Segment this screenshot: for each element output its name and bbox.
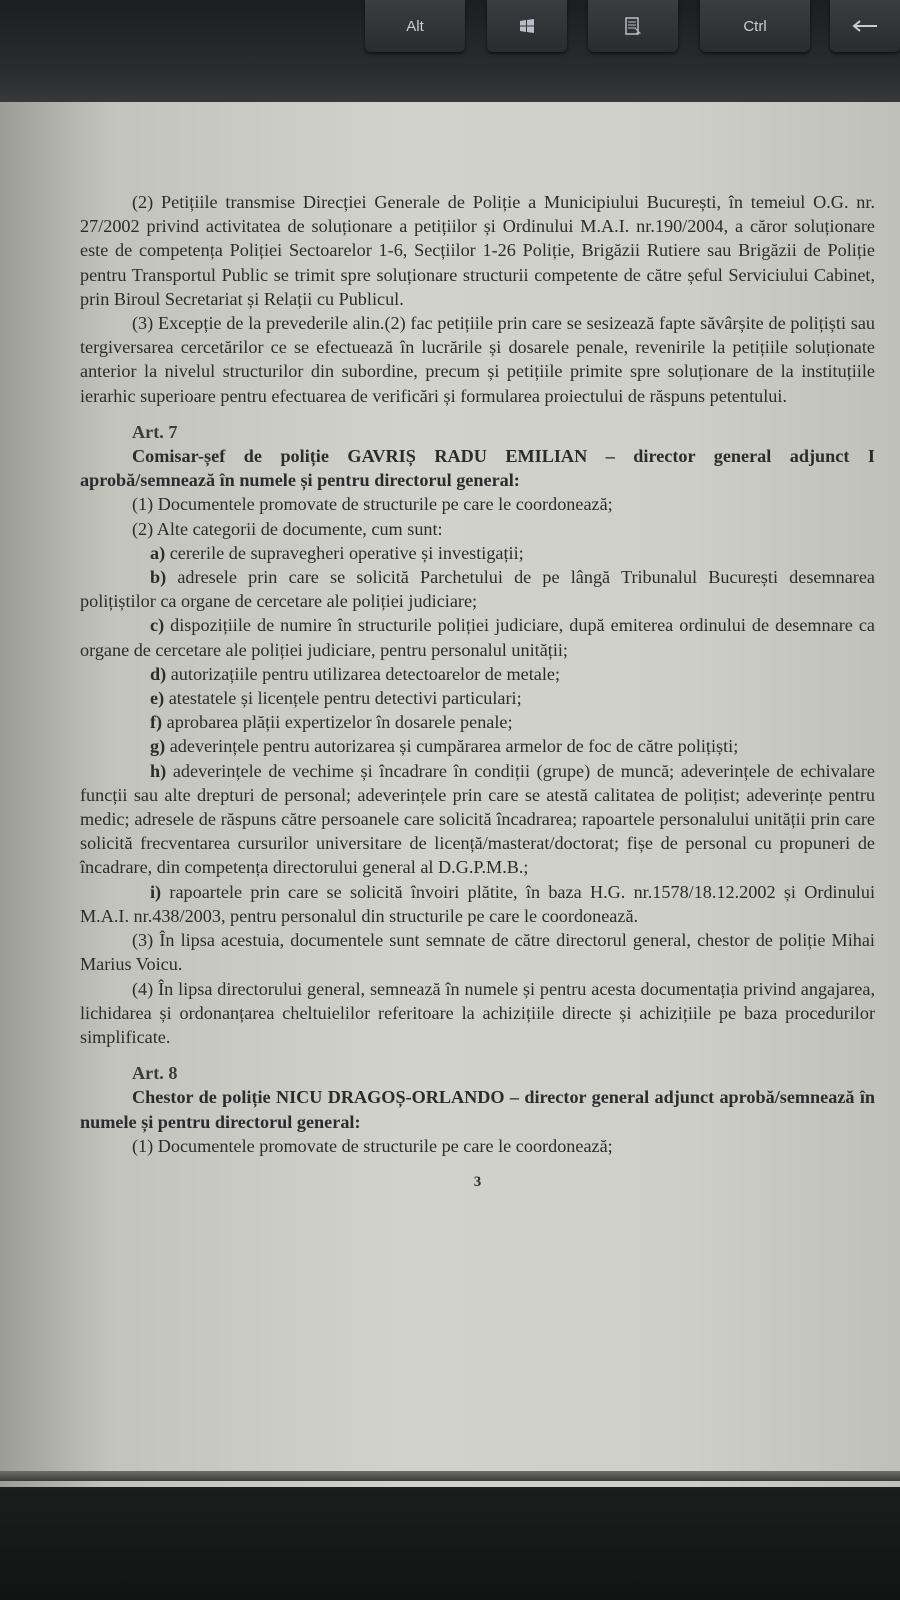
windows-icon [519, 18, 535, 34]
context-menu-icon [624, 16, 642, 36]
article-7-item-4: (4) În lipsa directorului general, semnează în numele și pentru acesta documentația privind angajarea, lichidarea și ordonanțarea cheltuielilor referitoare la achizițiile directe și achizițiile pe baza procedurilor simplificate. [80, 978, 875, 1047]
ctrl-key [700, 0, 810, 52]
sub-item-text: autorizațiile pentru utilizarea detectoarelor de metale; [170, 663, 561, 684]
article-7-item-3: (3) În lipsa acestuia, documentele sunt semnate de către directorul general, chestor de poliție Mihai Marius Voicu. [80, 930, 875, 975]
sub-item-text: adresele prin care se solicită Parchetului de pe lângă Tribunalul București desemnarea polițiștilor ca organe de cercetare ale poliției judiciare; [80, 567, 876, 612]
sub-item-text: atestatele și licențele pentru detectivi particulari; [168, 688, 522, 709]
sub-item-text: adeverințele de vechime și încadrare în condiții (grupe) de muncă; adeverințele de echivalare funcții sau alte drepturi de personal; adeverințele prin care se atestă calitatea de polițist; adeverințe pentru medic; adresele de răspuns către persoanele care solicită încadrarea; rapoartele personalului unității prin care solicită frecventarea cursurilor universitare de licență/masterat/doctorat; fișe de personal cu propuneri de încadrare, din competența directorului general al D.G.P.M.B.; [80, 760, 875, 878]
sub-item-b [80, 565, 875, 613]
sub-item-mark: f) [150, 712, 163, 733]
article-8-item-1: (1) Documentele promovate de structurile pe care le coordonează; [132, 1135, 613, 1156]
ctrl-key-label: Ctrl [743, 17, 767, 35]
sub-item-mark: g) [150, 736, 166, 757]
bottom-surface [0, 1487, 900, 1600]
sub-item-mark: c) [150, 615, 165, 636]
paragraph-2: (2) Petițiile transmise Direcției Generale de Poliție a Municipiului București, în temeiul O.G. nr. 27/2002 privind activitatea de soluționare a petițiilor și Ordinului M.A.I. nr.190/2004, a căror soluționare este de competența Poliției Sectoarelor 1-6, Secțiilor 1-26 Poliție, Brigăzii Rutiere sau Brigăzii de Poliție pentru Transportul Public se trimit spre soluționare structurii competente de către șeful Serviciului Cabinet, prin Biroul Secretariat și Relații cu Publicul. [80, 192, 875, 309]
arrow-left-icon [852, 20, 878, 32]
sub-item-f [80, 710, 875, 734]
article-8-title: Art. 8 [132, 1063, 178, 1084]
sub-item-c [80, 613, 875, 661]
sub-item-a [80, 541, 875, 565]
sub-item-mark: b) [150, 567, 167, 588]
sub-item-text: adeverințele pentru autorizarea și cumpărarea armelor de foc de către polițiști; [169, 736, 739, 757]
sub-item-e [80, 686, 875, 710]
keyboard-background [0, 0, 900, 108]
sub-item-mark: h) [150, 760, 167, 781]
sub-item-text: cererile de supravegheri operative și investigații; [169, 542, 524, 563]
article-7-title: Art. 7 [132, 421, 178, 442]
sub-item-d [80, 662, 875, 686]
alt-key [365, 0, 465, 52]
left-arrow-key [830, 0, 900, 52]
windows-key [487, 0, 567, 52]
sub-item-mark: e) [150, 688, 165, 709]
sub-item-mark: a) [150, 542, 166, 563]
article-8-heading: Chestor de poliție NICU DRAGOȘ-ORLANDO – director general adjunct aprobă/semnează în numele și pentru directorul general: [80, 1087, 875, 1132]
article-7-item-1: (1) Documentele promovate de structurile pe care le coordonează; [132, 494, 613, 515]
article-7-heading: Comisar-șef de poliție GAVRIȘ RADU EMILIAN – director general adjunct I aprobă/semnează în numele și pentru directorul general: [80, 446, 875, 491]
sub-item-g [80, 734, 875, 758]
article-7-item-2: (2) Alte categorii de documente, cum sunt: [132, 518, 443, 539]
table-edge [0, 1471, 900, 1481]
sub-item-i [80, 880, 875, 928]
alt-key-label: Alt [406, 17, 424, 35]
sub-item-text: dispozițiile de numire în structurile poliției judiciare, după emiterea ordinului de desemnare ca organe de cercetare ale poliției judiciare, pentru personalul unității; [80, 615, 876, 660]
paragraph-3: (3) Excepție de la prevederile alin.(2) fac petițiile prin care se sesizează fapte săvârșite de polițiști sau tergiversarea cercetărilor ce se efectuează în lucrările și dosarele penale, revenirile la petițiile soluționate anterior la nivelul structurilor din subordine, precum și petițiile primite spre soluționare de la instituțiile ierarhic superioare pentru efectuarea de verificări și formularea proiectului de răspuns petentului. [80, 313, 875, 406]
page-number: 3 [473, 1173, 482, 1190]
sub-item-mark: i) [150, 881, 162, 902]
sub-item-h [80, 759, 875, 880]
menu-key [588, 0, 678, 52]
sub-item-text: aprobarea plății expertizelor în dosarele penale; [166, 712, 513, 733]
sub-item-mark: d) [150, 663, 167, 684]
paper-sheet [0, 102, 900, 1487]
sub-item-text: rapoartele prin care se solicită învoiri plătite, în baza H.G. nr.1578/18.12.2002 și Ordinului M.A.I. nr.438/2003, pentru personalul din structurile pe care le coordonează. [80, 881, 875, 926]
document-page [80, 190, 875, 1194]
